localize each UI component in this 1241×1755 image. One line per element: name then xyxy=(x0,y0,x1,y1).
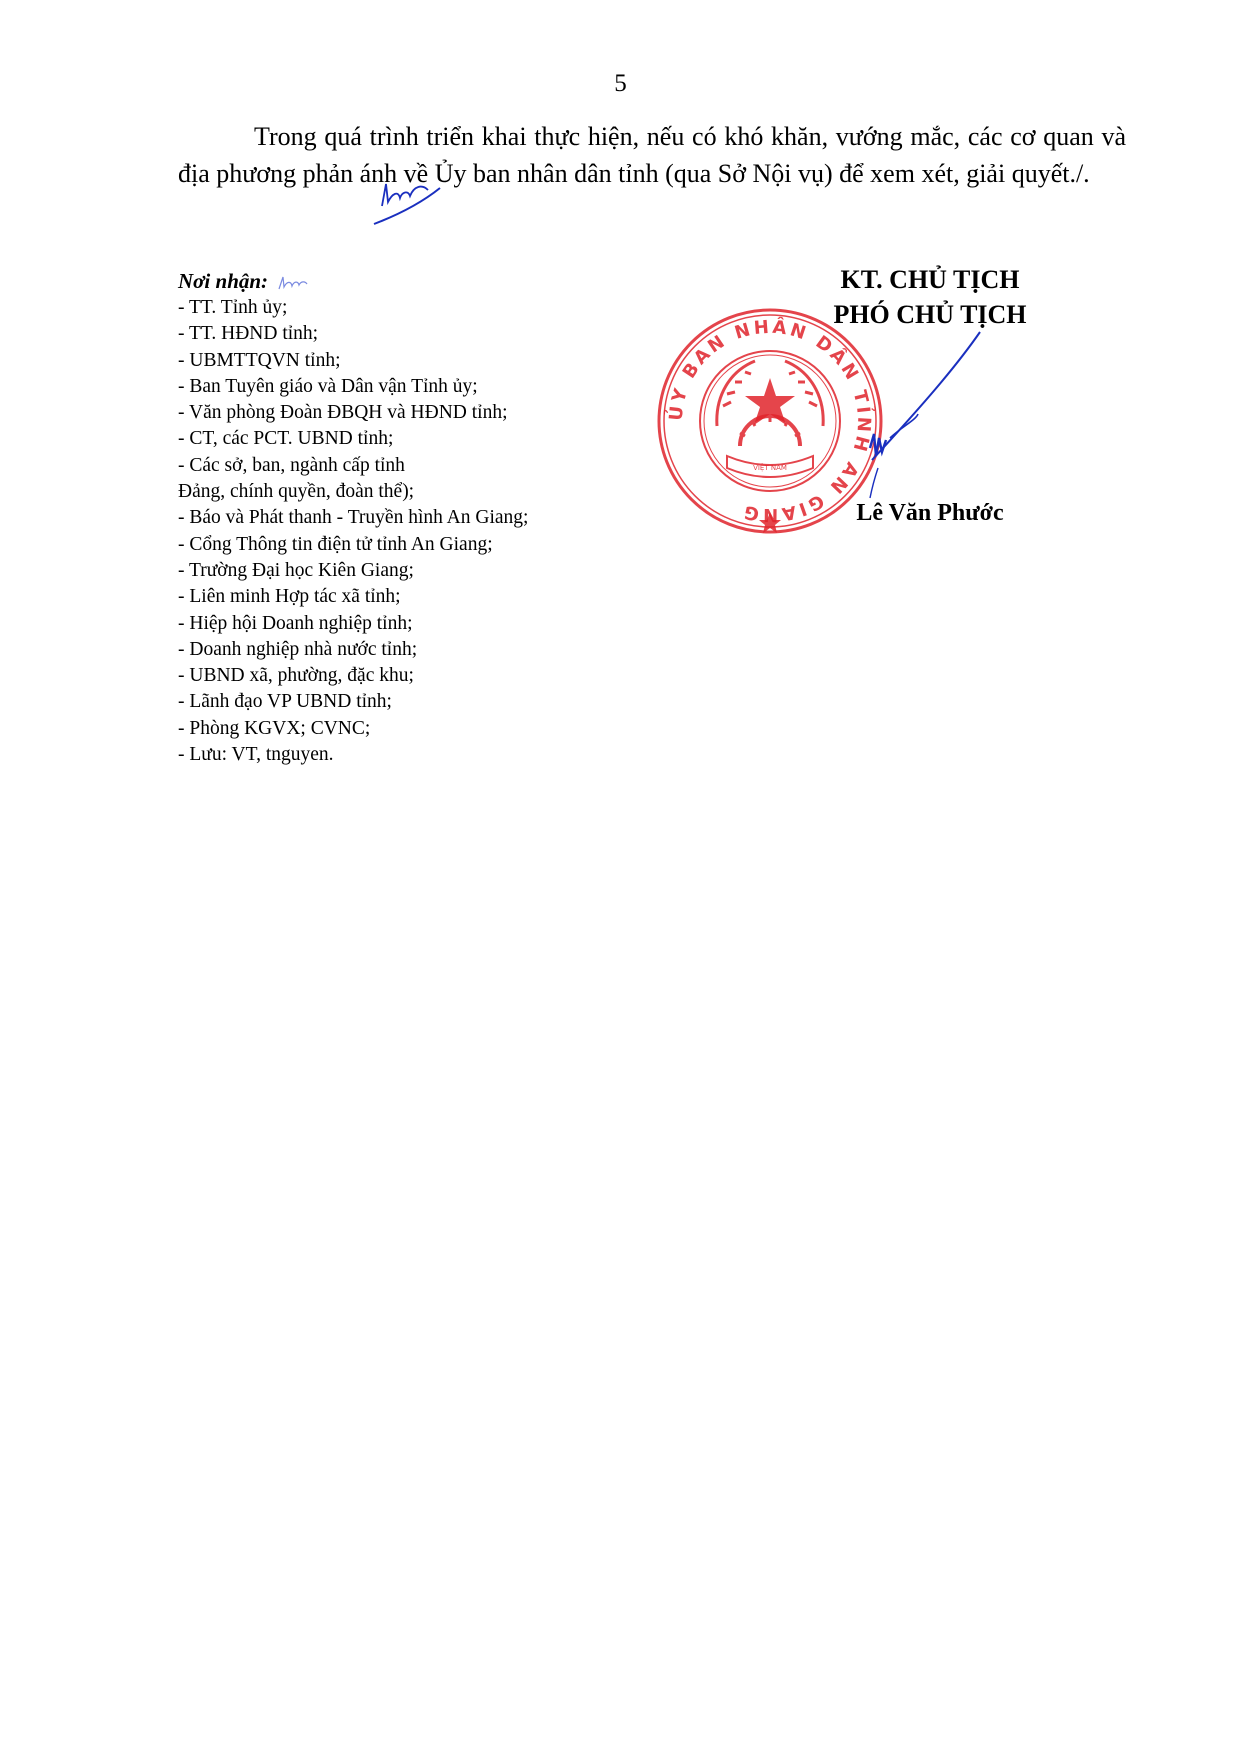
list-item: - CT, các PCT. UBND tỉnh; xyxy=(178,428,394,450)
list-item: - Trường Đại học Kiên Giang; xyxy=(178,559,414,581)
handwritten-initials xyxy=(370,176,460,228)
signer-role: PHÓ CHỦ TỊCH xyxy=(833,300,1027,329)
signer-position: KT. CHỦ TỊCH xyxy=(840,265,1020,294)
list-item: - Các sở, ban, ngành cấp tỉnh xyxy=(178,454,405,476)
list-item: - Hiệp hội Doanh nghiệp tỉnh; xyxy=(178,612,413,634)
list-item: - TT. Tỉnh ủy; xyxy=(178,297,288,318)
list-item: - Phòng KGVX; CVNC; xyxy=(178,717,371,739)
list-item: - Doanh nghiệp nhà nước tỉnh; xyxy=(178,638,418,660)
list-item: - Liên minh Hợp tác xã tỉnh; xyxy=(178,586,401,608)
seal-banner-text: VIỆT NAM xyxy=(753,464,787,472)
list-item: - Cổng Thông tin điện tử tỉnh An Giang; xyxy=(178,533,493,555)
seal-text: ỦY BAN NHÂN DÂN TỈNH AN GIANG xyxy=(665,316,875,526)
small-initials-icon xyxy=(277,275,309,291)
list-item: Đảng, chính quyền, đoàn thể); xyxy=(178,481,415,503)
recipient-list xyxy=(178,295,648,768)
closing-paragraph: Trong quá trình triển khai thực hiện, nếu có khó khăn, vướng mắc, các cơ quan và địa phương phản ánh về Ủy ban nhân dân tỉnh (qua Sở Nội vụ) để xem xét, giải quyết./. xyxy=(178,122,1126,188)
recipients-title: Nơi nhận: xyxy=(178,269,269,293)
recipients-section xyxy=(178,268,648,768)
list-item: - UBND xã, phường, đặc khu; xyxy=(178,665,414,687)
list-item: - Văn phòng Đoàn ĐBQH và HĐND tỉnh; xyxy=(178,402,508,424)
list-item: - Báo và Phát thanh - Truyền hình An Giang; xyxy=(178,507,529,529)
list-item: - Lãnh đạo VP UBND tỉnh; xyxy=(178,691,392,713)
list-item: - UBMTTQVN tỉnh; xyxy=(178,349,341,371)
list-item: - Lưu: VT, tnguyen. xyxy=(178,744,334,766)
page-number: 5 xyxy=(614,70,627,97)
signer-name: Lê Văn Phước xyxy=(856,500,1004,526)
list-item: - TT. HĐND tỉnh; xyxy=(178,323,319,345)
handwritten-signature xyxy=(860,328,1005,518)
list-item: - Ban Tuyên giáo và Dân vận Tỉnh ủy; xyxy=(178,375,478,397)
